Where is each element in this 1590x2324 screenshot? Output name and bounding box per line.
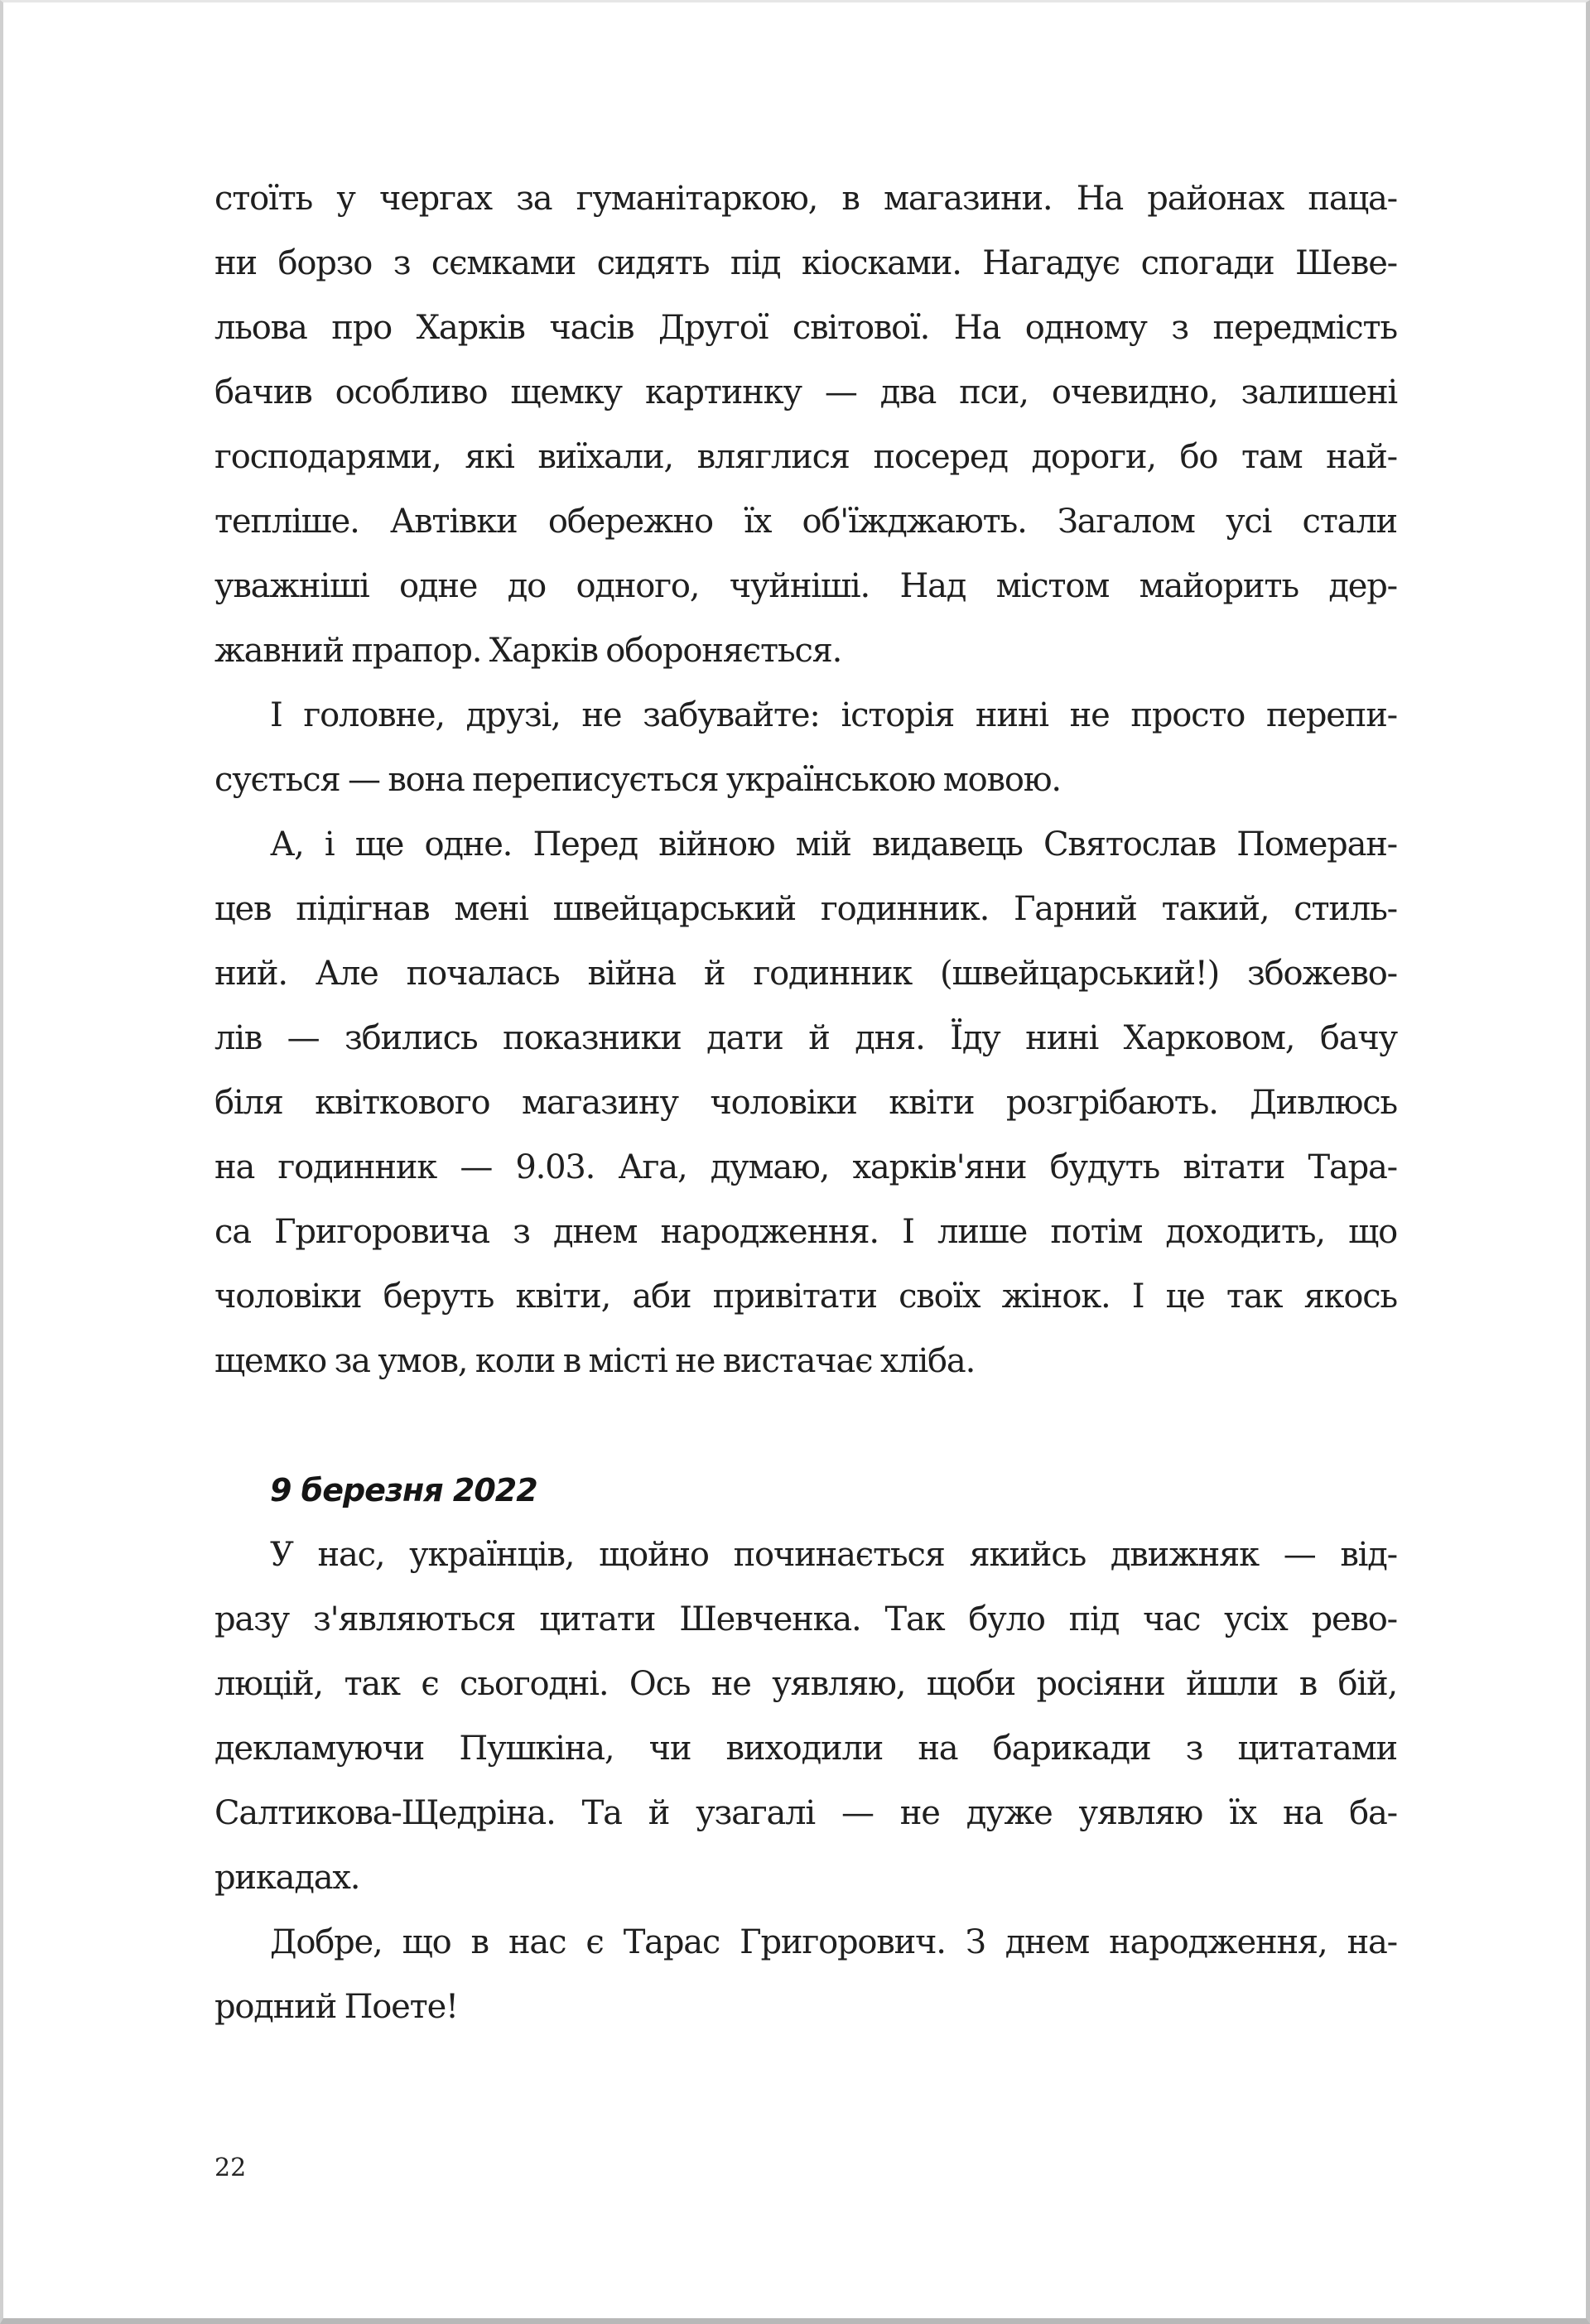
date-heading: 9 березня 2022 bbox=[270, 1472, 537, 1508]
page-body bbox=[214, 166, 1397, 2039]
text-line: родний Поете! bbox=[214, 1988, 458, 2026]
text-line: сується — вона переписується українською мовою. bbox=[214, 761, 1061, 799]
text-line: уважніші одне до одного, чуйніші. Над містом майорить дер- bbox=[214, 567, 1397, 605]
text-line: рикадах. bbox=[214, 1859, 360, 1897]
text-line: жавний прапор. Харків обороняється. bbox=[214, 632, 842, 670]
text-line: тепліше. Автівки обережно їх об'їжджають. Загалом усі стали bbox=[214, 503, 1397, 541]
section-spacer bbox=[214, 1393, 1397, 1458]
text-line: І головне, друзі, не забувайте: історія нині не просто перепи- bbox=[270, 696, 1397, 734]
text-line: на годинник — 9.03. Ага, думаю, харків'яни будуть вітати Тара- bbox=[214, 1148, 1397, 1186]
text-line: У нас, українців, щойно починається якийсь движняк — від- bbox=[270, 1536, 1397, 1574]
text-line: ний. Але почалась війна й годинник (швейцарський!) збожево- bbox=[214, 955, 1397, 993]
paragraph-continuation bbox=[214, 166, 1397, 683]
text-line: лів — збились показники дати й дня. Їду нині Харковом, бачу bbox=[214, 1019, 1397, 1057]
paragraph-birthday-greeting bbox=[214, 1910, 1397, 2039]
text-line: А, і ще одне. Перед війною мій видавець Святослав Померан- bbox=[270, 825, 1397, 864]
text-line: чоловіки беруть квіти, аби привітати своїх жінок. І це так якось bbox=[214, 1277, 1397, 1316]
text-line: Салтикова-Щедріна. Та й узагалі — не дуже уявляю їх на ба- bbox=[214, 1794, 1397, 1832]
text-line: бачив особливо щемку картинку — два пси, очевидно, залишені bbox=[214, 373, 1397, 411]
text-line: стоїть у чергах за гуманітаркою, в магазини. На районах паца- bbox=[214, 180, 1397, 218]
paragraph-shevchenko-quotes bbox=[214, 1523, 1397, 1910]
text-line: цев підігнав мені швейцарський годинник. Гарний такий, стиль- bbox=[214, 890, 1397, 928]
text-line: са Григоровича з днем народження. І лише потім доходить, що bbox=[214, 1213, 1397, 1251]
text-line: люцій, так є сьогодні. Ось не уявляю, щоби росіяни йшли в бій, bbox=[214, 1665, 1397, 1703]
text-line: Добре, що в нас є Тарас Григорович. З днем народження, на- bbox=[270, 1923, 1397, 1961]
text-line: біля квіткового магазину чоловіки квіти розгрібають. Дивлюсь bbox=[214, 1084, 1397, 1122]
text-line: ни борзо з сємками сидять під кіосками. Нагадує спогади Шеве- bbox=[214, 244, 1397, 282]
text-line: щемко за умов, коли в місті не вистачає хліба. bbox=[214, 1342, 976, 1380]
text-line: льова про Харків часів Другої світової. На одному з передмість bbox=[214, 309, 1397, 347]
text-line: разу з'являються цитати Шевченка. Так було під час усіх рево- bbox=[214, 1600, 1397, 1638]
text-line: декламуючи Пушкіна, чи виходили на барикади з цитатами bbox=[214, 1730, 1397, 1768]
paragraph-history-language bbox=[214, 683, 1397, 812]
paragraph-watch-story bbox=[214, 812, 1397, 1393]
page-number: 22 bbox=[214, 2153, 247, 2182]
text-line: господарями, які виїхали, вляглися посеред дороги, бо там най- bbox=[214, 438, 1397, 476]
